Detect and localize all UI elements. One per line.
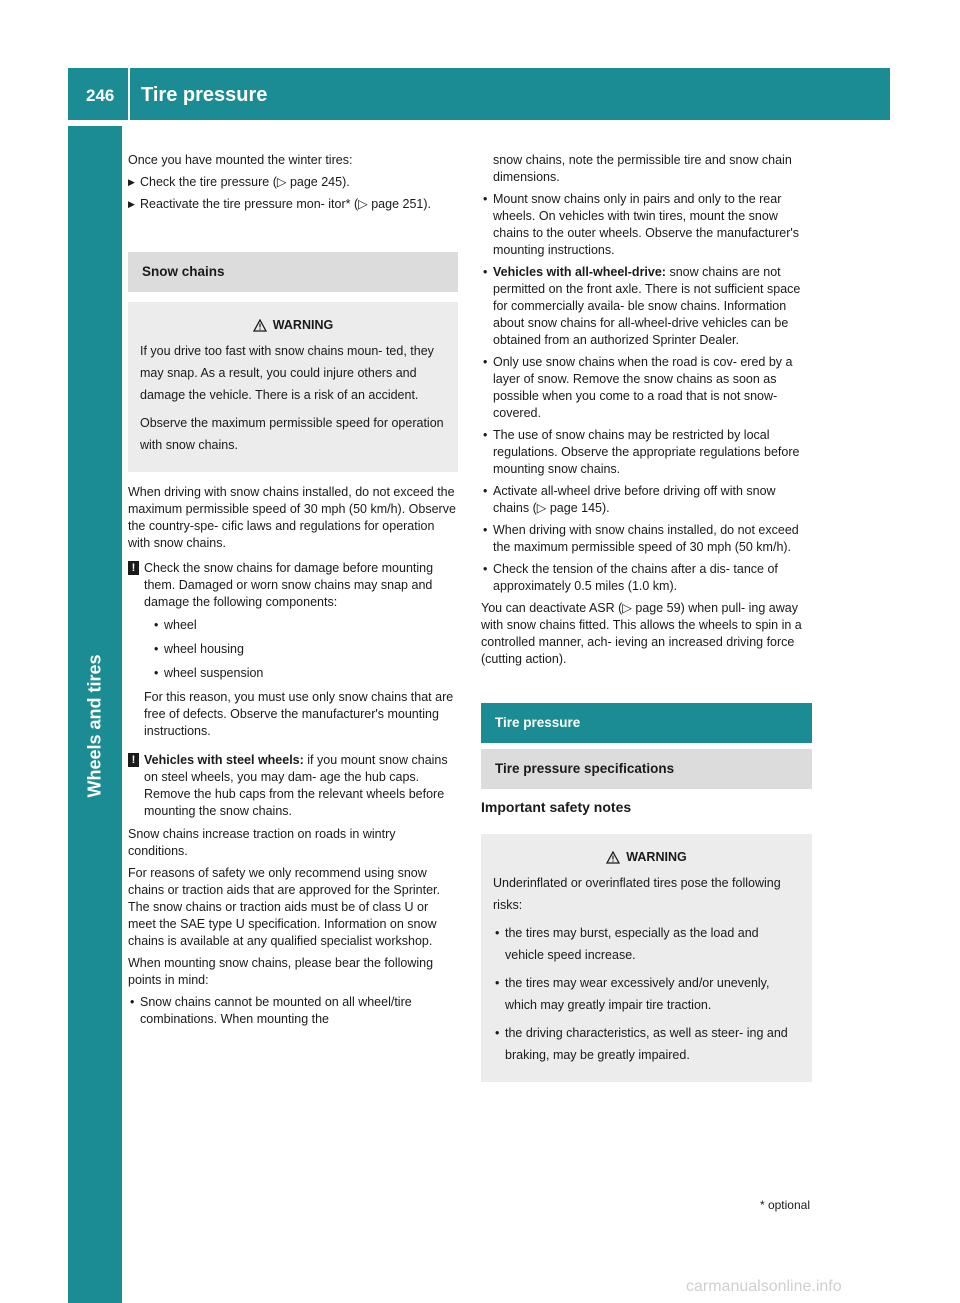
list-item: • When driving with snow chains installed, do not exceed the maximum permissible speed of 30 mph (50 km/h). [481, 522, 812, 556]
paragraph: For this reason, you must use only snow chains that are free of defects. Observe the manufacturer's mounting instructions. [144, 690, 454, 738]
section-heading-snow-chains: Snow chains [128, 252, 458, 292]
warning-title: WARNING [493, 846, 800, 868]
list-item: • Mount snow chains only in pairs and only to the rear wheels. On vehicles with twin tires, mount the snow chains to the outer wheels. Observe the manufacturer's mounting instructions. [481, 191, 812, 259]
warning-triangle-icon [606, 851, 620, 864]
paragraph: You can deactivate ASR (▷ page 59) when pull- ing away with snow chains fitted. This allows the wheels to spin in a controlled manner, ach- ieving an increased driving force (cutting action). [481, 601, 802, 666]
caution-note: ! Check the snow chains for damage before mounting them. Damaged or worn snow chains may snap and damage the following components: [128, 560, 458, 611]
list-item: • the tires may burst, especially as the load and vehicle speed increase. [493, 922, 800, 966]
list-item: • the driving characteristics, as well as steer- ing and braking, may be greatly impaired. [493, 1022, 800, 1066]
left-column [128, 152, 458, 1033]
sidebar-tab [68, 126, 122, 1303]
footnote: * optional [759, 1198, 810, 1212]
list-item: • wheel [152, 617, 458, 634]
paragraph: Snow chains increase traction on roads in wintry conditions. [128, 827, 396, 858]
list-item: • Vehicles with all-wheel-drive: snow chains are not permitted on the front axle. There is not sufficient space for commercially availa- ble snow chains. Information about snow chains for all-wheel-drive vehicles can be obtained from an authorized Sprinter Dealer. [481, 264, 812, 349]
list-item: • Check the tension of the chains after a dis- tance of approximately 0.5 miles (1.0 km). [481, 561, 812, 595]
paragraph: When driving with snow chains installed, do not exceed the maximum permissible speed of 30 mph (50 km/h). Observe the country-spe- cific laws and regulations for operation with snow chains. [128, 485, 456, 550]
arrow-icon: ▶ [128, 199, 135, 209]
list-item: • wheel housing [152, 641, 458, 658]
warning-box [481, 834, 812, 1082]
component-list [128, 617, 458, 682]
right-column [481, 152, 812, 1094]
list-item: • wheel suspension [152, 665, 458, 682]
section-heading-tire-pressure: Tire pressure [481, 703, 812, 743]
list-item: • The use of snow chains may be restricted by local regulations. Observe the appropriate regulations before mounting snow chains. [481, 427, 812, 478]
step-item: ▶ Reactivate the tire pressure mon- itor* (▷ page 251). [128, 197, 431, 211]
list-item: • Snow chains cannot be mounted on all wheel/tire combinations. When mounting the [128, 994, 458, 1028]
warning-title: WARNING [140, 314, 446, 336]
subheading-safety-notes: Important safety notes [481, 799, 632, 815]
caution-icon: ! [128, 753, 139, 767]
arrow-icon: ▶ [128, 177, 135, 187]
warning-text: Observe the maximum permissible speed for operation with snow chains. [140, 416, 444, 452]
caution-icon: ! [128, 561, 139, 575]
section-heading-tire-pressure-specs: Tire pressure specifications [481, 749, 812, 789]
page-number: 246 [86, 86, 115, 105]
paragraph: When mounting snow chains, please bear the following points in mind: [128, 956, 434, 987]
step-item: ▶ Check the tire pressure (▷ page 245). [128, 175, 350, 189]
intro-text: Once you have mounted the winter tires: [128, 153, 353, 167]
paragraph: For reasons of safety we only recommend using snow chains or traction aids that are approved for the Sprinter. The snow chains or traction aids must be of class U or meet the SAE type U specification. Information on snow chains is available at any qualified specialist workshop. [128, 866, 440, 948]
caution-note: ! Vehicles with steel wheels: if you mount snow chains on steel wheels, you may dam- age the hub caps. Remove the hub caps from the relevant wheels before mounting the snow chains. [128, 752, 458, 820]
header-divider [128, 68, 130, 120]
watermark: carmanualsonline.info [686, 1278, 842, 1295]
list-item: • Only use snow chains when the road is cov- ered by a layer of snow. Remove the snow chains as soon as possible when you come to a road that is not snow-covered. [481, 354, 812, 422]
warning-triangle-icon [253, 319, 267, 332]
warning-text: Underinflated or overinflated tires pose the following risks: [493, 876, 781, 912]
list-item: • Activate all-wheel drive before driving off with snow chains (▷ page 145). [481, 483, 812, 517]
sidebar-label: Wheels and tires [84, 654, 105, 798]
warning-box [128, 302, 458, 472]
list-item: • the tires may wear excessively and/or unevenly, which may greatly impair tire traction. [493, 972, 800, 1016]
page-title: Tire pressure [141, 84, 268, 106]
paragraph: snow chains, note the permissible tire and snow chain dimensions. [493, 153, 792, 184]
warning-text: If you drive too fast with snow chains moun- ted, they may snap. As a result, you could injure others and damage the vehicle. There is a risk of an accident. [140, 344, 434, 402]
